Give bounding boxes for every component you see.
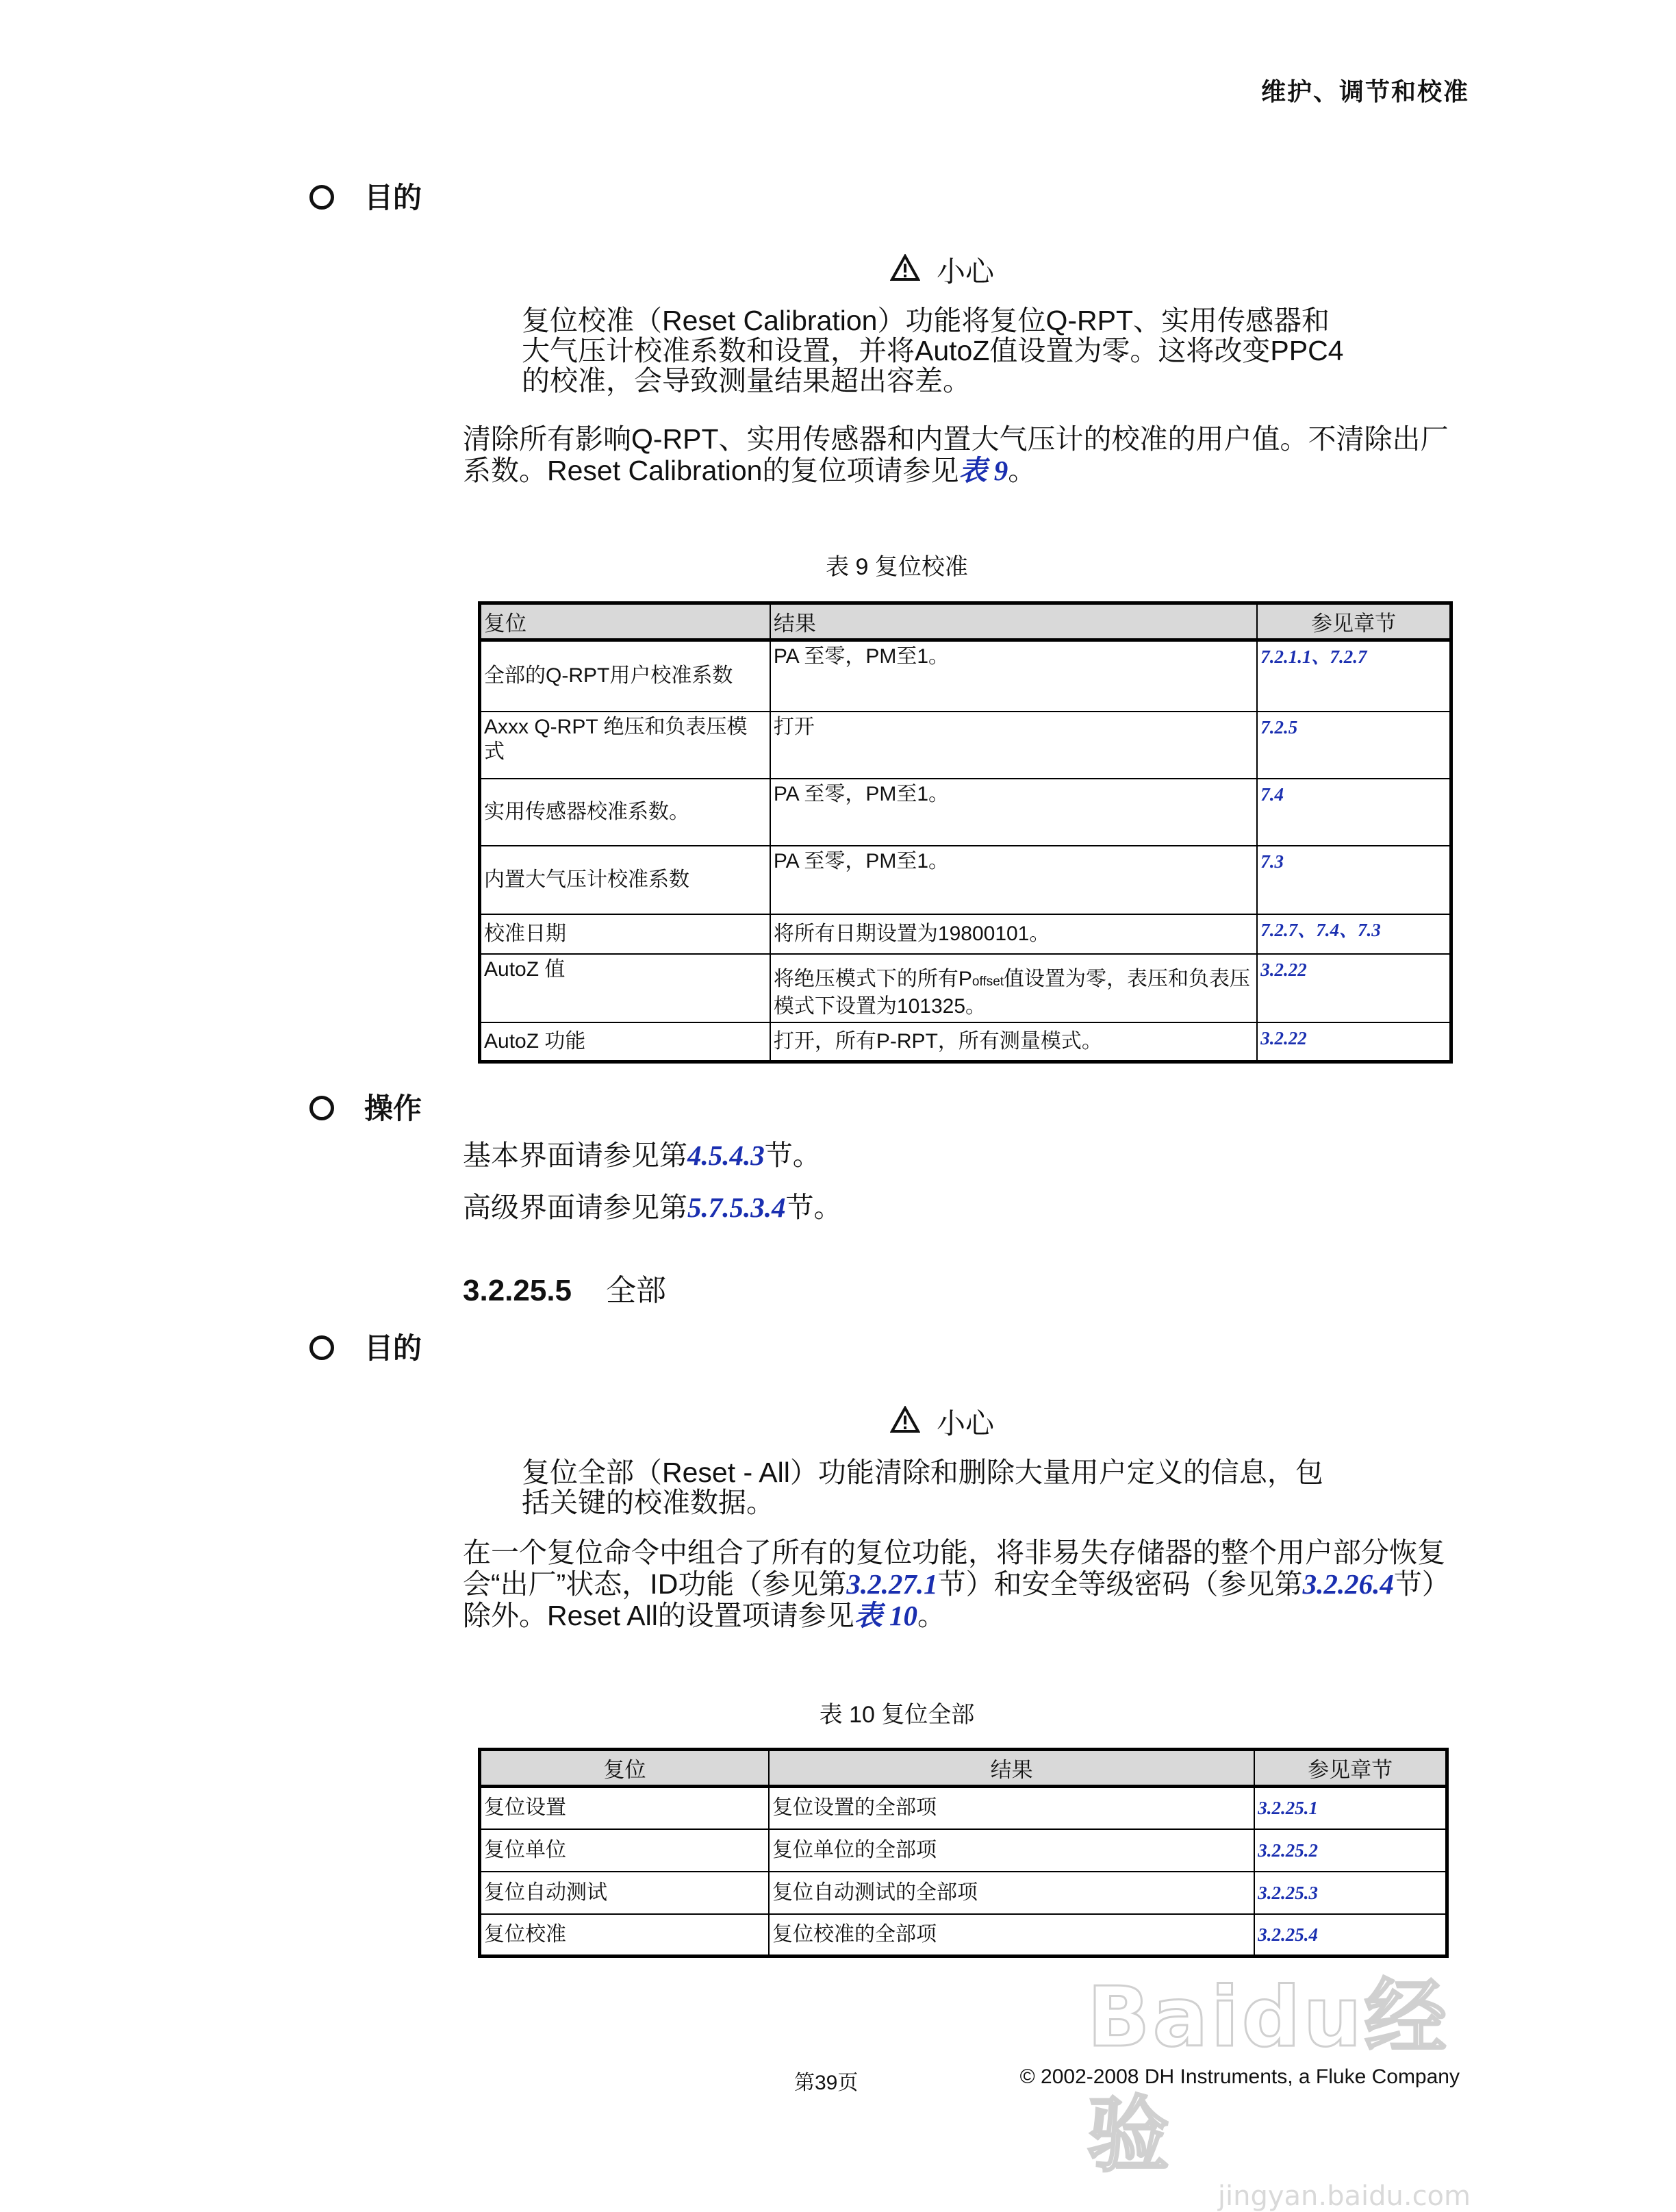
caution-line: 大气压计校准系数和设置，并将AutoZ值设置为零。这将改变PPC4: [522, 335, 1344, 366]
caution-line: 的校准，会导致测量结果超出容差。: [522, 365, 971, 397]
cell-reset: 复位设置: [480, 1787, 769, 1829]
col-header-reset: 复位: [480, 1750, 769, 1787]
footer-page-number: 第39页: [794, 2072, 859, 2094]
cell-reset: 全部的Q-RPT用户校准系数: [480, 640, 770, 712]
cell-reset: AutoZ 功能: [480, 1022, 770, 1062]
table9: [478, 601, 1453, 1064]
section-heading: [463, 1266, 666, 1309]
cell-reset: Axxx Q-RPT 绝压和负表压模式: [480, 712, 770, 779]
cell-ref-link[interactable]: 3.2.25.1: [1254, 1787, 1447, 1829]
caution-heading: [890, 1401, 994, 1443]
col-header-ref: 参见章节: [1257, 603, 1451, 640]
bullet-circle-icon: [309, 1096, 334, 1120]
cell-result: 复位自动测试的全部项: [769, 1872, 1254, 1914]
bullet-circle-icon: [309, 185, 334, 210]
purpose1-body: [463, 423, 1476, 486]
col-header-result: 结果: [769, 1750, 1254, 1787]
body-line: 除外。Reset All的设置项请参见表 10。: [463, 1600, 946, 1631]
cell-reset: 复位自动测试: [480, 1872, 769, 1914]
cell-ref-link[interactable]: 3.2.25.4: [1254, 1914, 1447, 1957]
caution-text-block: [522, 1457, 1412, 1518]
cell-ref-link[interactable]: 3.2.22: [1257, 1022, 1451, 1062]
table9-link[interactable]: 表 9: [958, 455, 1008, 486]
table10-link[interactable]: 表 10: [854, 1600, 918, 1631]
cell-reset: 实用传感器校准系数。: [480, 779, 770, 846]
table-row: [480, 1022, 1451, 1062]
section-link[interactable]: 3.2.26.4: [1302, 1568, 1394, 1600]
caution-title: 小心: [937, 255, 995, 288]
caution-title: 小心: [937, 1407, 995, 1440]
cell-result: 将绝压模式下的所有Poffset值设置为零，表压和负表压模式下设置为101325。: [770, 954, 1257, 1022]
cell-result: 打开，所有P-RPT，所有测量模式。: [770, 1022, 1257, 1062]
caution-line: 复位全部（Reset - All）功能清除和删除大量用户定义的信息，包: [522, 1457, 1323, 1488]
cell-reset: AutoZ 值: [480, 954, 770, 1022]
purpose-heading: [309, 1326, 422, 1367]
cell-ref-link[interactable]: 7.2.1.1、7.2.7: [1257, 640, 1451, 712]
operation-line-advanced: 高级界面请参见第5.7.5.3.4节。: [463, 1192, 842, 1223]
cell-result: 将所有日期设置为19800101。: [770, 914, 1257, 954]
purpose-heading-label: 目的: [364, 181, 422, 214]
body-line: 清除所有影响Q-RPT、实用传感器和内置大气压计的校准的用户值。不清除出厂: [463, 423, 1449, 455]
table-row: [480, 1914, 1447, 1957]
cell-reset: 复位校准: [480, 1914, 769, 1957]
caution-line: 复位校准（Reset Calibration）功能将复位Q-RPT、实用传感器和: [522, 305, 1330, 336]
footer-copyright: © 2002-2008 DH Instruments, a Fluke Company: [1019, 2065, 1460, 2088]
section-link[interactable]: 5.7.5.3.4: [687, 1192, 786, 1223]
cell-result: 复位设置的全部项: [769, 1787, 1254, 1829]
watermark-url: jingyan.baidu.com: [1217, 2180, 1471, 2212]
table-row: [480, 1872, 1447, 1914]
table-row: [480, 846, 1451, 914]
cell-reset: 校准日期: [480, 914, 770, 954]
cell-ref-link[interactable]: 3.2.25.3: [1254, 1872, 1447, 1914]
cell-reset: 内置大气压计校准系数: [480, 846, 770, 914]
cell-result: 复位单位的全部项: [769, 1829, 1254, 1872]
cell-ref-link[interactable]: 3.2.22: [1257, 954, 1451, 1022]
table10-caption: 表 10 复位全部: [819, 1702, 975, 1728]
caution-text-block: [522, 305, 1412, 396]
watermark-logo: Baidu经验: [1087, 1970, 1449, 2183]
table-row: [480, 954, 1451, 1022]
cell-result: 打开: [770, 712, 1257, 779]
caution-line: 括关键的校准数据。: [522, 1487, 774, 1518]
cell-result: PA 至零，PM至1。: [770, 640, 1257, 712]
operation-heading: [309, 1086, 422, 1127]
table-row: [480, 914, 1451, 954]
warning-triangle-icon: [890, 254, 920, 288]
table-row: [480, 1787, 1447, 1829]
purpose-heading: [309, 175, 422, 216]
section-link[interactable]: 3.2.27.1: [846, 1568, 938, 1600]
table-row: [480, 640, 1451, 712]
page-header-title: 维护、调节和校准: [1260, 77, 1469, 105]
table9-header-row: [480, 603, 1451, 640]
purpose-heading-label: 目的: [364, 1332, 422, 1364]
warning-triangle-icon: [890, 1406, 920, 1440]
cell-result: PA 至零，PM至1。: [770, 846, 1257, 914]
section-name: 全部: [606, 1274, 667, 1307]
body-line: 系数。Reset Calibration的复位项请参见表 9。: [463, 455, 1037, 486]
col-header-reset: 复位: [480, 603, 770, 640]
cell-ref-link[interactable]: 7.3: [1257, 846, 1451, 914]
bullet-circle-icon: [309, 1335, 334, 1360]
cell-reset: 复位单位: [480, 1829, 769, 1872]
table-row: [480, 712, 1451, 779]
operation-heading-label: 操作: [364, 1092, 422, 1124]
body-line: 在一个复位命令中组合了所有的复位功能，将非易失存储器的整个用户部分恢复: [463, 1537, 1445, 1568]
table10-header-row: [480, 1750, 1447, 1787]
table9-caption: 表 9 复位校准: [826, 554, 968, 580]
cell-ref-link[interactable]: 7.2.5: [1257, 712, 1451, 779]
table10: [478, 1748, 1449, 1958]
cell-ref-link[interactable]: 3.2.25.2: [1254, 1829, 1447, 1872]
section-number: 3.2.25.5: [463, 1274, 572, 1307]
cell-result: 复位校准的全部项: [769, 1914, 1254, 1957]
cell-result: PA 至零，PM至1。: [770, 779, 1257, 846]
col-header-ref: 参见章节: [1254, 1750, 1447, 1787]
table-row: [480, 779, 1451, 846]
caution-heading: [890, 249, 994, 291]
col-header-result: 结果: [770, 603, 1257, 640]
cell-ref-link[interactable]: 7.4: [1257, 779, 1451, 846]
operation-line-basic: 基本界面请参见第4.5.4.3节。: [463, 1140, 821, 1171]
cell-ref-link[interactable]: 7.2.7、7.4、7.3: [1257, 914, 1451, 954]
body-line: 会“出厂”状态，ID功能（参见第3.2.27.1节）和安全等级密码（参见第3.2.26.4节）: [463, 1568, 1450, 1600]
purpose2-body: [463, 1537, 1476, 1631]
section-link[interactable]: 4.5.4.3: [687, 1140, 765, 1171]
table-row: [480, 1829, 1447, 1872]
